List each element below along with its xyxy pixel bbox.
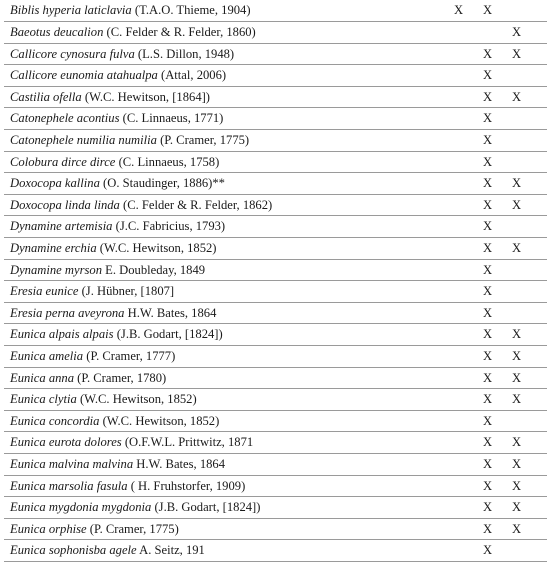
table-row	[4, 540, 547, 562]
table-row	[4, 367, 547, 389]
presence-mark	[531, 216, 547, 238]
presence-mark	[444, 302, 473, 324]
table-row	[4, 453, 547, 475]
presence-mark: X	[473, 151, 502, 173]
species-author: (J.B. Godart, [1824])	[116, 327, 223, 342]
species-cell	[4, 216, 444, 238]
presence-mark	[531, 151, 547, 173]
presence-mark	[444, 540, 473, 562]
presence-mark	[444, 259, 473, 281]
species-name: Eunica marsolia fasula	[10, 478, 128, 493]
table-row	[4, 0, 547, 22]
presence-mark: X	[473, 453, 502, 475]
species-author: (O. Staudinger, 1886)**	[103, 176, 225, 191]
species-author: (C. Felder & R. Felder, 1862)	[123, 197, 273, 212]
species-cell	[4, 86, 444, 108]
presence-mark	[531, 22, 547, 44]
species-name: Dynamine artemisia	[10, 219, 113, 234]
species-cell	[4, 238, 444, 260]
species-cell	[4, 453, 444, 475]
presence-mark	[502, 540, 531, 562]
presence-mark	[444, 151, 473, 173]
presence-mark: X	[502, 497, 531, 519]
species-name: Eresia perna aveyrona	[10, 305, 125, 320]
species-name: Colobura dirce dirce	[10, 154, 116, 169]
presence-mark: X	[502, 389, 531, 411]
species-author: (C. Linnaeus, 1771)	[122, 111, 224, 126]
species-cell	[4, 389, 444, 411]
species-name: Dynamine myrson	[10, 262, 102, 277]
presence-mark	[531, 540, 547, 562]
presence-mark: X	[502, 43, 531, 65]
table-row	[4, 216, 547, 238]
species-name: Eunica malvina malvina	[10, 456, 134, 471]
presence-mark	[531, 367, 547, 389]
presence-mark	[502, 130, 531, 152]
species-author: A. Seitz, 191	[139, 543, 205, 558]
species-name: Eunica alpais alpais	[10, 327, 114, 342]
presence-mark: X	[473, 367, 502, 389]
presence-mark: X	[473, 216, 502, 238]
species-author: ( H. Fruhstorfer, 1909)	[130, 478, 246, 493]
species-cell	[4, 302, 444, 324]
species-author: (J. Hübner, [1807]	[81, 284, 175, 299]
table-row	[4, 281, 547, 303]
species-table-body	[4, 0, 547, 561]
species-author: (C. Linnaeus, 1758)	[118, 154, 220, 169]
presence-mark	[531, 410, 547, 432]
presence-mark	[531, 281, 547, 303]
presence-mark: X	[473, 238, 502, 260]
presence-mark	[531, 432, 547, 454]
presence-mark: X	[473, 432, 502, 454]
presence-mark	[444, 497, 473, 519]
species-name: Doxocopa linda linda	[10, 197, 120, 212]
species-author: (W.C. Hewitson, [1864])	[84, 89, 210, 104]
presence-mark	[531, 65, 547, 87]
presence-mark	[502, 108, 531, 130]
species-cell	[4, 130, 444, 152]
presence-mark	[502, 216, 531, 238]
presence-mark: X	[502, 432, 531, 454]
presence-mark	[531, 389, 547, 411]
species-name: Eunica eurota dolores	[10, 435, 122, 450]
presence-mark: X	[502, 346, 531, 368]
presence-mark	[444, 22, 473, 44]
presence-mark	[444, 453, 473, 475]
presence-mark	[444, 410, 473, 432]
presence-mark	[444, 130, 473, 152]
species-cell	[4, 367, 444, 389]
species-cell	[4, 173, 444, 195]
presence-mark: X	[473, 497, 502, 519]
species-name: Eunica clytia	[10, 392, 77, 407]
presence-mark	[531, 302, 547, 324]
species-author: (P. Cramer, 1775)	[160, 133, 250, 148]
species-author: (O.F.W.L. Prittwitz, 1871	[124, 435, 254, 450]
species-author: (P. Cramer, 1775)	[89, 521, 179, 536]
species-cell	[4, 432, 444, 454]
presence-mark: X	[502, 22, 531, 44]
table-row	[4, 22, 547, 44]
species-author: (J.C. Fabricius, 1793)	[115, 219, 226, 234]
species-name: Callicore eunomia atahualpa	[10, 68, 158, 83]
presence-mark	[502, 151, 531, 173]
table-row	[4, 108, 547, 130]
table-row	[4, 432, 547, 454]
presence-mark: X	[473, 475, 502, 497]
presence-mark	[444, 346, 473, 368]
species-cell	[4, 194, 444, 216]
presence-mark: X	[502, 86, 531, 108]
presence-mark	[531, 346, 547, 368]
species-name: Doxocopa kallina	[10, 176, 100, 191]
presence-mark: X	[502, 475, 531, 497]
presence-mark	[502, 302, 531, 324]
species-name: Callicore cynosura fulva	[10, 46, 135, 61]
presence-mark	[531, 130, 547, 152]
species-author: H.W. Bates, 1864	[127, 305, 217, 320]
presence-mark	[531, 453, 547, 475]
species-author: (W.C. Hewitson, 1852)	[102, 413, 220, 428]
species-name: Baeotus deucalion	[10, 25, 104, 40]
presence-mark	[444, 43, 473, 65]
presence-mark: X	[502, 518, 531, 540]
presence-mark	[444, 86, 473, 108]
presence-mark	[444, 475, 473, 497]
species-name: Eunica amelia	[10, 349, 84, 363]
species-name: Eunica sophonisba agele	[10, 543, 137, 558]
presence-mark: X	[444, 0, 473, 22]
species-name: Eunica concordia	[10, 413, 100, 428]
species-cell	[4, 518, 444, 540]
table-row	[4, 151, 547, 173]
presence-mark	[502, 281, 531, 303]
table-row	[4, 410, 547, 432]
table-row	[4, 389, 547, 411]
table-row	[4, 86, 547, 108]
species-name: Eunica orphise	[10, 521, 87, 536]
presence-mark: X	[502, 367, 531, 389]
species-cell	[4, 475, 444, 497]
presence-mark: X	[502, 194, 531, 216]
table-row	[4, 497, 547, 519]
species-author: (W.C. Hewitson, 1852)	[99, 241, 217, 256]
species-cell	[4, 346, 444, 368]
species-cell	[4, 65, 444, 87]
presence-mark	[531, 43, 547, 65]
presence-mark	[444, 65, 473, 87]
presence-mark	[531, 497, 547, 519]
species-author: (P. Cramer, 1780)	[77, 370, 167, 385]
presence-mark	[444, 367, 473, 389]
table-row	[4, 130, 547, 152]
presence-mark: X	[473, 346, 502, 368]
presence-mark	[531, 108, 547, 130]
presence-mark: X	[502, 324, 531, 346]
presence-mark	[473, 22, 502, 44]
species-cell	[4, 43, 444, 65]
presence-mark: X	[473, 108, 502, 130]
presence-mark	[502, 259, 531, 281]
presence-mark: X	[473, 173, 502, 195]
species-cell	[4, 108, 444, 130]
species-author: E. Doubleday, 1849	[105, 262, 206, 277]
presence-mark: X	[473, 410, 502, 432]
presence-mark: X	[473, 540, 502, 562]
table-row	[4, 43, 547, 65]
presence-mark: X	[473, 65, 502, 87]
species-name: Castilia ofella	[10, 89, 82, 104]
presence-mark	[531, 173, 547, 195]
species-table	[4, 0, 547, 562]
table-row	[4, 302, 547, 324]
presence-mark: X	[473, 281, 502, 303]
species-name: Eresia eunice	[10, 284, 79, 299]
species-cell	[4, 281, 444, 303]
presence-mark	[444, 173, 473, 195]
species-author: (J.B. Godart, [1824])	[154, 500, 261, 515]
species-cell	[4, 22, 444, 44]
presence-mark	[444, 432, 473, 454]
table-row	[4, 518, 547, 540]
presence-mark	[444, 194, 473, 216]
species-author: (Attal, 2006)	[161, 68, 227, 83]
species-name: Catonephele numilia numilia	[10, 133, 157, 148]
presence-mark	[444, 238, 473, 260]
species-cell	[4, 0, 444, 22]
presence-mark: X	[473, 86, 502, 108]
presence-mark	[444, 281, 473, 303]
species-author: (T.A.O. Thieme, 1904)	[134, 3, 251, 18]
presence-mark	[444, 324, 473, 346]
table-row	[4, 259, 547, 281]
presence-mark: X	[473, 302, 502, 324]
table-row	[4, 65, 547, 87]
species-cell	[4, 497, 444, 519]
table-row	[4, 324, 547, 346]
species-author: (P. Cramer, 1777)	[86, 349, 176, 363]
presence-mark: X	[473, 324, 502, 346]
species-cell	[4, 259, 444, 281]
species-name: Eunica anna	[10, 370, 75, 385]
species-name: Eunica mygdonia mygdonia	[10, 500, 152, 515]
presence-mark	[531, 0, 547, 22]
presence-mark	[502, 0, 531, 22]
species-name: Catonephele acontius	[10, 111, 120, 126]
presence-mark	[531, 194, 547, 216]
presence-mark: X	[473, 518, 502, 540]
species-author: H.W. Bates, 1864	[136, 456, 226, 471]
species-author: (W.C. Hewitson, 1852)	[79, 392, 197, 407]
presence-mark: X	[473, 259, 502, 281]
presence-mark	[531, 86, 547, 108]
species-name: Biblis hyperia laticlavia	[10, 3, 132, 18]
presence-mark	[531, 259, 547, 281]
presence-mark	[531, 324, 547, 346]
presence-mark: X	[473, 389, 502, 411]
species-author: (C. Felder & R. Felder, 1860)	[106, 25, 256, 40]
table-row	[4, 194, 547, 216]
presence-mark: X	[502, 453, 531, 475]
species-cell	[4, 540, 444, 562]
species-cell	[4, 410, 444, 432]
presence-mark: X	[473, 130, 502, 152]
presence-mark	[531, 475, 547, 497]
table-row	[4, 173, 547, 195]
presence-mark: X	[502, 238, 531, 260]
presence-mark	[502, 410, 531, 432]
species-cell	[4, 151, 444, 173]
presence-mark	[502, 65, 531, 87]
presence-mark	[444, 389, 473, 411]
species-cell	[4, 324, 444, 346]
species-author: (L.S. Dillon, 1948)	[137, 46, 235, 61]
table-row	[4, 238, 547, 260]
presence-mark	[531, 518, 547, 540]
species-name: Dynamine erchia	[10, 241, 97, 256]
presence-mark	[444, 108, 473, 130]
presence-mark	[444, 216, 473, 238]
presence-mark: X	[473, 194, 502, 216]
table-row	[4, 346, 547, 368]
presence-mark: X	[502, 173, 531, 195]
presence-mark: X	[473, 43, 502, 65]
table-row	[4, 475, 547, 497]
presence-mark: X	[473, 0, 502, 22]
presence-mark	[444, 518, 473, 540]
presence-mark	[531, 238, 547, 260]
